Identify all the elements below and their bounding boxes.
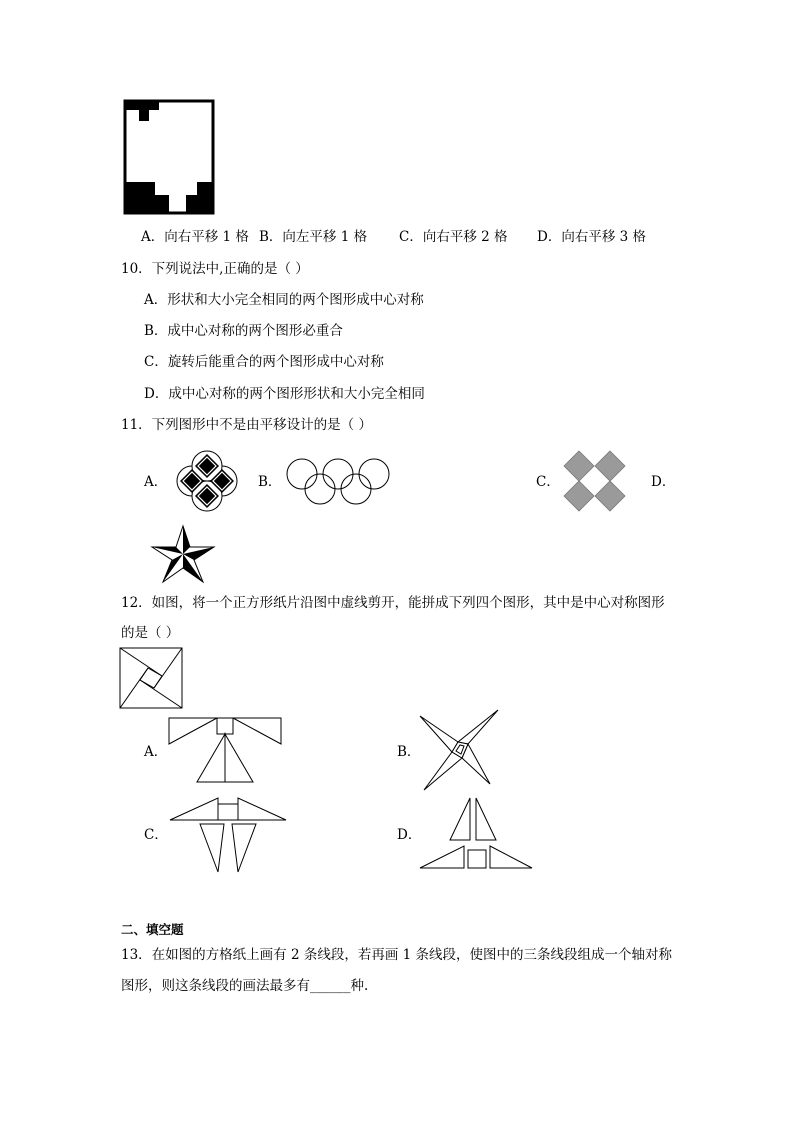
q11-label-a[interactable]: A． [144, 474, 168, 490]
q12-figure-c [166, 796, 290, 874]
q9-option-b[interactable]: B．向左平移 1 格 [259, 229, 368, 245]
q11-label-d[interactable]: D． [651, 474, 676, 490]
q11-stem: 11．下列图形中不是由平移设计的是（ ） [121, 417, 372, 433]
q10-option-a[interactable]: A．形状和大小完全相同的两个图形成中心对称 [144, 292, 424, 308]
q9-figure [122, 98, 216, 216]
q13-line1: 13．在如图的方格纸上画有 2 条线段，若再画 1 条线段，使图中的三条线段组成一个轴对称 [121, 947, 673, 963]
q12-figure-d [418, 796, 536, 872]
q10-option-d[interactable]: D．成中心对称的两个图形形状和大小完全相同 [144, 386, 425, 402]
q11-figure-c [562, 449, 628, 513]
q10-stem: 10．下列说法中,正确的是（ ） [121, 261, 309, 277]
q11-figure-d [148, 524, 218, 584]
q12-label-a[interactable]: A． [144, 744, 168, 760]
q12-square-figure [118, 646, 184, 710]
q12-figure-b [418, 708, 500, 792]
q9-option-c[interactable]: C．向右平移 2 格 [399, 229, 508, 245]
q9-option-a[interactable]: A．向右平移 1 格 [141, 229, 249, 245]
q10-option-c[interactable]: C．旋转后能重合的两个图形成中心对称 [144, 354, 384, 370]
q11-label-c[interactable]: C． [536, 474, 560, 490]
q9-option-d[interactable]: D．向右平移 3 格 [537, 229, 646, 245]
q10-option-b[interactable]: B．成中心对称的两个图形必重合 [144, 323, 343, 339]
q12-stem-line2: 的是（ ） [121, 625, 180, 641]
q13-line2: 图形，则这条线段的画法最多有______种. [121, 978, 369, 994]
q12-figure-a [166, 716, 284, 784]
q12-label-d[interactable]: D． [397, 827, 422, 843]
q13-answer-blank[interactable]: ______ [310, 978, 351, 994]
q11-figure-a [172, 448, 242, 514]
q12-label-b[interactable]: B． [397, 744, 421, 760]
q12-label-c[interactable]: C． [144, 827, 168, 843]
q11-figure-b [284, 456, 394, 508]
section-title-fill-in: 二、填空题 [121, 922, 184, 937]
q12-stem-line1: 12．如图，将一个正方形纸片沿图中虚线剪开，能拼成下列四个图形，其中是中心对称图形 [121, 595, 665, 611]
q11-label-b[interactable]: B． [258, 474, 282, 490]
